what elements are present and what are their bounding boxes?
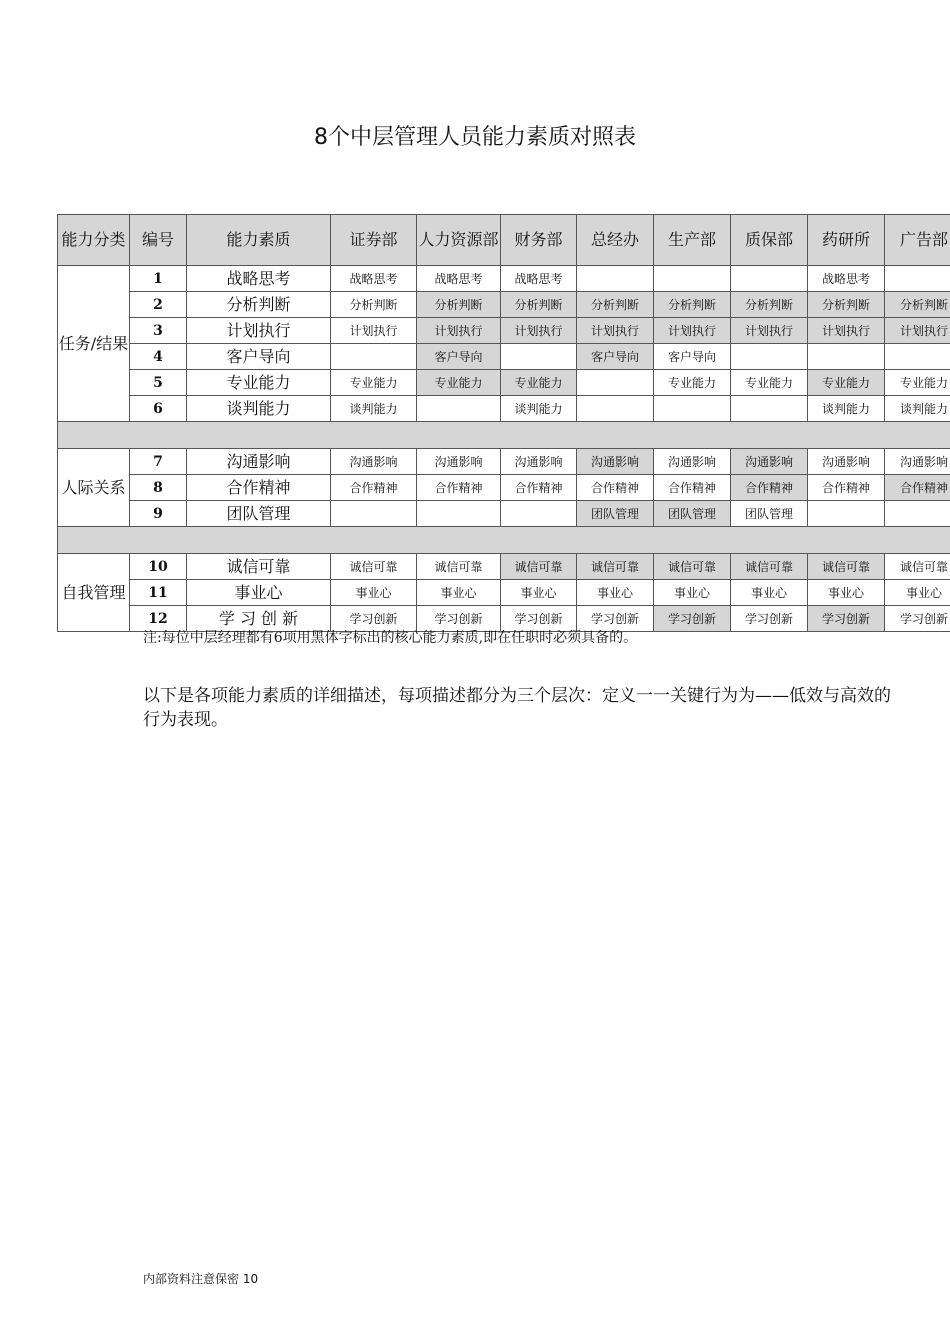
number-cell: 5 — [130, 370, 187, 396]
intro-paragraph: 以下是各项能力素质的详细描述，每项描述都分为三个层次：定义一一关键行为为——低效与高效的行为表现。 — [143, 686, 891, 730]
department-cell: 沟通影响 — [654, 449, 731, 475]
competency-name: 专业能力 — [226, 373, 291, 392]
department-cell — [331, 501, 417, 527]
number-cell: 3 — [130, 318, 187, 344]
competency-name: 分析判断 — [226, 295, 291, 314]
department-cell: 事业心 — [577, 580, 654, 606]
department-cell — [331, 344, 417, 370]
department-cell — [577, 396, 654, 422]
number-cell: 9 — [130, 501, 187, 527]
department-cell: 客户导向 — [417, 344, 501, 370]
department-cell: 专业能力 — [501, 370, 577, 396]
page-footer: 内部资料注意保密 10 — [143, 1272, 259, 1286]
department-cell: 诚信可靠 — [885, 554, 950, 580]
header-cell: 药研所 — [808, 215, 885, 266]
department-cell: 专业能力 — [885, 370, 950, 396]
header-cell: 能力分类 — [58, 215, 130, 266]
department-cell: 合作精神 — [885, 475, 950, 501]
department-cell: 谈判能力 — [331, 396, 417, 422]
department-cell: 事业心 — [654, 580, 731, 606]
category-cell: 任务/结果 — [58, 266, 130, 422]
department-cell: 诚信可靠 — [577, 554, 654, 580]
number-cell: 4 — [130, 344, 187, 370]
department-cell: 团队管理 — [577, 501, 654, 527]
department-cell: 谈判能力 — [808, 396, 885, 422]
department-cell: 战略思考 — [417, 266, 501, 292]
department-cell: 分析判断 — [731, 292, 808, 318]
department-cell: 事业心 — [417, 580, 501, 606]
department-cell: 学习创新 — [501, 606, 577, 632]
competency-name-cell — [187, 266, 331, 292]
department-cell: 沟通影响 — [331, 449, 417, 475]
department-cell: 战略思考 — [331, 266, 417, 292]
department-cell: 分析判断 — [885, 292, 950, 318]
competency-name: 诚信可靠 — [226, 557, 291, 576]
department-cell: 合作精神 — [417, 475, 501, 501]
competency-name: 事业心 — [234, 583, 283, 602]
competency-name-cell — [187, 449, 331, 475]
number-cell: 11 — [130, 580, 187, 606]
department-cell: 事业心 — [808, 580, 885, 606]
department-cell: 沟通影响 — [808, 449, 885, 475]
department-cell — [885, 344, 950, 370]
department-cell: 沟通影响 — [577, 449, 654, 475]
department-cell: 学习创新 — [654, 606, 731, 632]
table-note: 注:每位中层经理都有6项用黑体字标出的核心能力素质,即在任职时必须具备的。 — [143, 630, 638, 646]
header-cell: 广告部 — [885, 215, 950, 266]
department-cell: 专业能力 — [331, 370, 417, 396]
competency-name: 沟通影响 — [226, 452, 291, 471]
header-cell: 证券部 — [331, 215, 417, 266]
department-cell: 合作精神 — [731, 475, 808, 501]
department-cell: 计划执行 — [731, 318, 808, 344]
department-cell: 诚信可靠 — [654, 554, 731, 580]
competency-name-cell — [187, 370, 331, 396]
department-cell: 战略思考 — [501, 266, 577, 292]
department-cell: 合作精神 — [331, 475, 417, 501]
competency-name: 团队管理 — [226, 504, 291, 523]
department-cell: 诚信可靠 — [501, 554, 577, 580]
department-cell: 沟通影响 — [417, 449, 501, 475]
department-cell: 战略思考 — [808, 266, 885, 292]
department-cell: 分析判断 — [654, 292, 731, 318]
department-cell: 诚信可靠 — [417, 554, 501, 580]
table-row — [58, 344, 950, 370]
table-row — [58, 370, 950, 396]
department-cell — [731, 344, 808, 370]
department-cell: 分析判断 — [577, 292, 654, 318]
number-cell: 1 — [130, 266, 187, 292]
department-cell: 分析判断 — [331, 292, 417, 318]
number-cell: 10 — [130, 554, 187, 580]
department-cell: 分析判断 — [501, 292, 577, 318]
separator-cell — [58, 527, 950, 554]
department-cell: 事业心 — [331, 580, 417, 606]
department-cell: 学习创新 — [577, 606, 654, 632]
competency-name: 合作精神 — [226, 478, 291, 497]
table-row — [58, 475, 950, 501]
number-cell: 2 — [130, 292, 187, 318]
competency-name: 学 习 创 新 — [218, 609, 299, 628]
competency-name-cell — [187, 501, 331, 527]
department-cell: 计划执行 — [501, 318, 577, 344]
department-cell: 计划执行 — [808, 318, 885, 344]
department-cell: 计划执行 — [654, 318, 731, 344]
header-cell: 质保部 — [731, 215, 808, 266]
department-cell: 计划执行 — [885, 318, 950, 344]
department-cell: 合作精神 — [808, 475, 885, 501]
department-cell — [654, 396, 731, 422]
table-row — [58, 292, 950, 318]
competency-name: 计划执行 — [226, 321, 291, 340]
department-cell: 专业能力 — [417, 370, 501, 396]
department-cell: 计划执行 — [331, 318, 417, 344]
department-cell — [654, 266, 731, 292]
competency-name: 客户导向 — [226, 347, 291, 366]
department-cell: 计划执行 — [417, 318, 501, 344]
department-cell — [731, 396, 808, 422]
header-cell: 人力资源部 — [417, 215, 501, 266]
department-cell: 专业能力 — [731, 370, 808, 396]
section-separator — [58, 527, 950, 554]
table-header-row — [58, 215, 950, 266]
header-cell: 财务部 — [501, 215, 577, 266]
competency-name: 谈判能力 — [226, 399, 291, 418]
department-cell — [731, 266, 808, 292]
competency-name: 战略思考 — [226, 269, 291, 288]
department-cell: 客户导向 — [654, 344, 731, 370]
table-row — [58, 449, 950, 475]
department-cell: 沟通影响 — [731, 449, 808, 475]
header-cell: 编号 — [130, 215, 187, 266]
department-cell: 分析判断 — [417, 292, 501, 318]
department-cell: 事业心 — [731, 580, 808, 606]
header-cell: 总经办 — [577, 215, 654, 266]
department-cell — [885, 266, 950, 292]
department-cell: 事业心 — [885, 580, 950, 606]
department-cell: 计划执行 — [577, 318, 654, 344]
competency-name-cell — [187, 396, 331, 422]
section-separator — [58, 422, 950, 449]
department-cell — [885, 501, 950, 527]
number-cell: 8 — [130, 475, 187, 501]
number-cell: 12 — [130, 606, 187, 632]
competency-name-cell — [187, 475, 331, 501]
department-cell — [808, 501, 885, 527]
department-cell — [808, 344, 885, 370]
table-row — [58, 580, 950, 606]
competency-name-cell — [187, 318, 331, 344]
department-cell — [501, 501, 577, 527]
number-cell: 7 — [130, 449, 187, 475]
number-cell: 6 — [130, 396, 187, 422]
department-cell: 诚信可靠 — [808, 554, 885, 580]
department-cell: 分析判断 — [808, 292, 885, 318]
department-cell: 专业能力 — [654, 370, 731, 396]
department-cell — [501, 344, 577, 370]
department-cell: 学习创新 — [417, 606, 501, 632]
department-cell: 学习创新 — [331, 606, 417, 632]
department-cell: 沟通影响 — [501, 449, 577, 475]
department-cell — [417, 396, 501, 422]
competency-table — [57, 214, 950, 632]
competency-name-cell — [187, 292, 331, 318]
department-cell: 谈判能力 — [885, 396, 950, 422]
department-cell: 专业能力 — [808, 370, 885, 396]
department-cell: 沟通影响 — [885, 449, 950, 475]
category-cell: 人际关系 — [58, 449, 130, 527]
department-cell: 团队管理 — [654, 501, 731, 527]
department-cell — [577, 266, 654, 292]
department-cell: 客户导向 — [577, 344, 654, 370]
department-cell: 诚信可靠 — [731, 554, 808, 580]
department-cell: 谈判能力 — [501, 396, 577, 422]
page-title: 8个中层管理人员能力素质对照表 — [314, 125, 636, 150]
department-cell — [417, 501, 501, 527]
category-cell: 自我管理 — [58, 554, 130, 632]
department-cell: 学习创新 — [885, 606, 950, 632]
table-row — [58, 396, 950, 422]
header-cell: 生产部 — [654, 215, 731, 266]
department-cell: 团队管理 — [731, 501, 808, 527]
department-cell — [577, 370, 654, 396]
department-cell: 学习创新 — [808, 606, 885, 632]
competency-name-cell — [187, 344, 331, 370]
table-row — [58, 501, 950, 527]
competency-name-cell — [187, 580, 331, 606]
header-cell: 能力素质 — [187, 215, 331, 266]
table-row — [58, 318, 950, 344]
competency-name-cell — [187, 554, 331, 580]
department-cell: 合作精神 — [577, 475, 654, 501]
department-cell: 合作精神 — [501, 475, 577, 501]
separator-cell — [58, 422, 950, 449]
table-row — [58, 554, 950, 580]
table-row — [58, 266, 950, 292]
department-cell: 合作精神 — [654, 475, 731, 501]
department-cell: 诚信可靠 — [331, 554, 417, 580]
department-cell: 学习创新 — [731, 606, 808, 632]
department-cell: 事业心 — [501, 580, 577, 606]
